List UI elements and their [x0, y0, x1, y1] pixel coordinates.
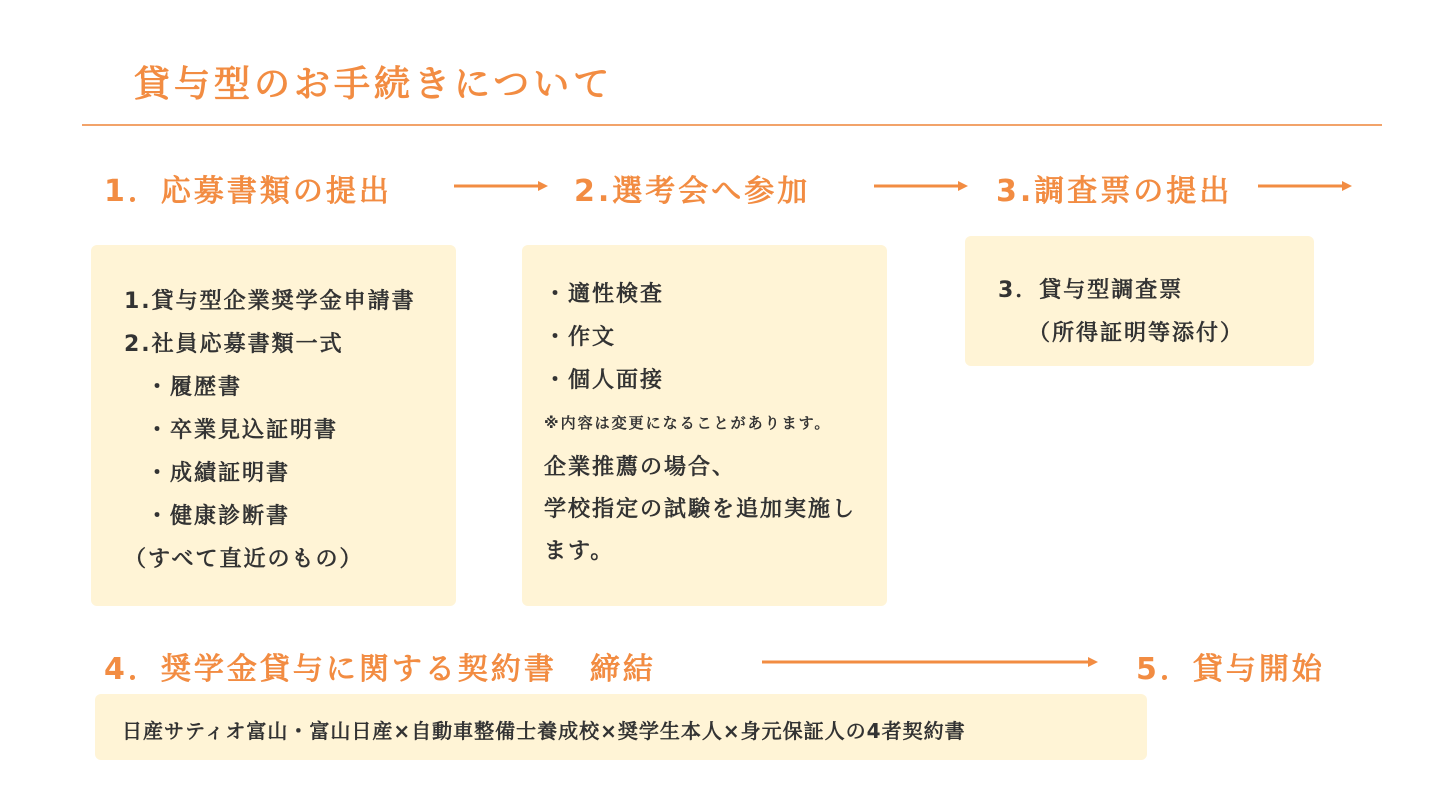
list-item: ・卒業見込証明書: [146, 418, 339, 443]
step-4-heading: 4．奨学金貸与に関する契約書 締結: [104, 652, 656, 687]
step-5-heading: 5．貸与開始: [1136, 652, 1325, 687]
step-2-heading: 2.選考会へ参加: [574, 174, 811, 209]
list-item: 2.社員応募書類一式: [124, 332, 344, 357]
list-item: ・成績証明書: [146, 461, 291, 486]
arrow-right-icon: [454, 178, 550, 194]
arrow-right-icon: [1258, 178, 1354, 194]
survey-item: 3．貸与型調査票: [998, 278, 1184, 303]
step-1-heading: 1．応募書類の提出: [104, 174, 392, 209]
list-item: 1.貸与型企業奨学金申請書: [124, 289, 416, 314]
arrow-right-icon: [874, 178, 970, 194]
list-item: ・健康診断書: [146, 504, 291, 529]
step-3-heading: 3.調査票の提出: [996, 174, 1233, 209]
change-note: ※内容は変更になることがあります。: [544, 414, 832, 432]
list-item: （すべて直近のもの）: [124, 547, 364, 572]
title-divider: [82, 124, 1382, 126]
list-item: ・履歴書: [146, 375, 243, 400]
survey-note: （所得証明等添付）: [1028, 321, 1245, 346]
list-item: ・適性検査: [544, 282, 665, 307]
list-item: ・個人面接: [544, 368, 665, 393]
contract-text: 日産サティオ富山・富山日産×自動車整備士養成校×奨学生本人×身元保証人の4者契約書: [122, 719, 966, 743]
recommendation-text: 学校指定の試験を追加実施し: [544, 497, 857, 522]
list-item: ・作文: [544, 325, 617, 350]
recommendation-text: ます。: [544, 539, 615, 564]
recommendation-text: 企業推薦の場合、: [544, 455, 737, 480]
arrow-right-icon: [762, 654, 1102, 670]
page-title: 貸与型のお手続きについて: [134, 64, 614, 105]
